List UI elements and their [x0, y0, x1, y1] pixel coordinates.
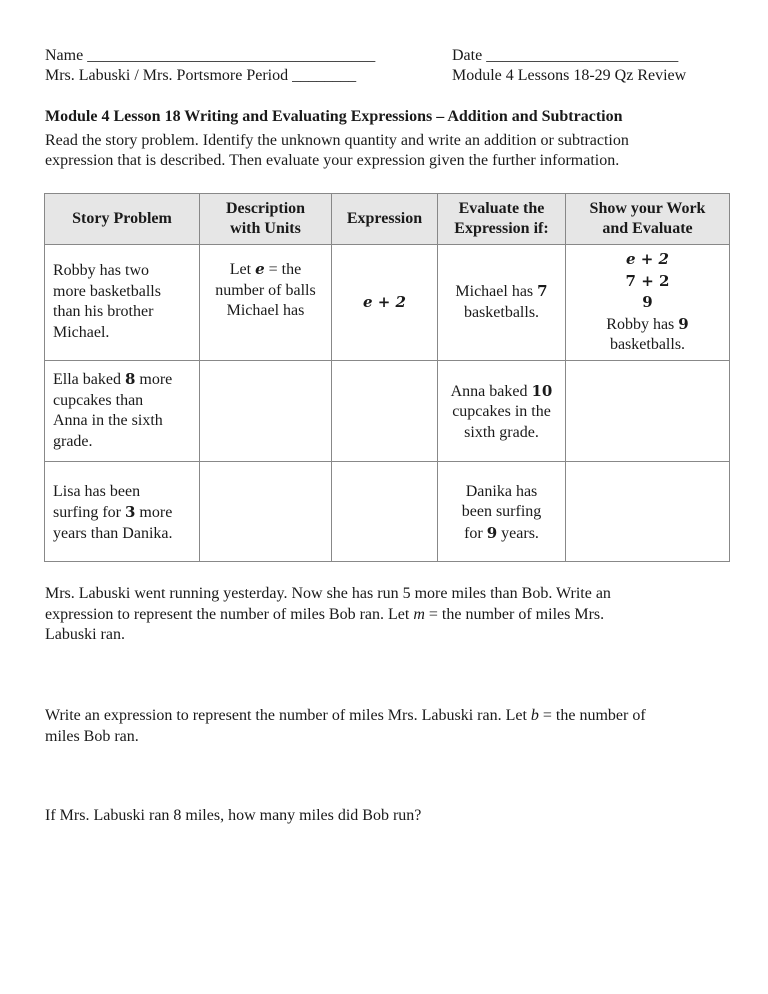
row1-evaluate: Michael has 7 basketballs.: [438, 245, 566, 361]
instructions-line-2: expression that is described. Then evaluate your expression given the further information.: [45, 152, 620, 169]
row2-story: Ella baked 8 more cupcakes than Anna in the sixth grade.: [45, 360, 200, 461]
question-1: Mrs. Labuski went running yesterday. Now she has run 5 more miles than Bob. Write an expression to represent the number of miles Bob ran. Let m = the number of miles Mrs. Labuski ran.: [45, 585, 611, 643]
instructions-line-1: Read the story problem. Identify the unknown quantity and write an addition or subtraction: [45, 132, 629, 149]
row3-description[interactable]: [200, 461, 332, 561]
date-field[interactable]: Date ________________________: [452, 47, 679, 64]
table-header-row: [45, 194, 730, 245]
expressions-table: [44, 193, 730, 562]
table-row: [45, 245, 730, 361]
row1-work: e + 2 7 + 2 9 Robby has 9 basketballs.: [566, 245, 730, 361]
header-description: Description with Units: [200, 194, 332, 245]
row2-evaluate: Anna baked 10 cupcakes in the sixth grade.: [438, 360, 566, 461]
module-title: Module 4 Lessons 18-29 Qz Review: [452, 67, 687, 84]
table-row: [45, 360, 730, 461]
row2-expression[interactable]: [332, 360, 438, 461]
row3-expression[interactable]: [332, 461, 438, 561]
row1-story: Robby has two more basketballs than his brother Michael.: [45, 245, 200, 361]
section-title: Module 4 Lesson 18 Writing and Evaluating Expressions – Addition and Subtraction: [45, 108, 623, 125]
row3-work[interactable]: [566, 461, 730, 561]
header-evaluate: Evaluate the Expression if:: [438, 194, 566, 245]
row1-expression: e + 2: [332, 245, 438, 361]
name-field[interactable]: Name ____________________________________: [45, 47, 376, 64]
row3-story: Lisa has been surfing for 3 more years than Danika.: [45, 461, 200, 561]
row2-description[interactable]: [200, 360, 332, 461]
row3-evaluate: Danika has been surfing for 9 years.: [438, 461, 566, 561]
teacher-period-line: Mrs. Labuski / Mrs. Portsmore Period ________: [45, 67, 357, 84]
header-show-work: Show your Work and Evaluate: [566, 194, 730, 245]
question-2: Write an expression to represent the number of miles Mrs. Labuski ran. Let b = the number of miles Bob ran.: [45, 707, 646, 745]
table-row: [45, 461, 730, 561]
row1-description: Let e = the number of balls Michael has: [200, 245, 332, 361]
question-3: If Mrs. Labuski ran 8 miles, how many miles did Bob run?: [45, 807, 422, 824]
header-story-problem: Story Problem: [45, 194, 200, 245]
header-expression: Expression: [332, 194, 438, 245]
row2-work[interactable]: [566, 360, 730, 461]
